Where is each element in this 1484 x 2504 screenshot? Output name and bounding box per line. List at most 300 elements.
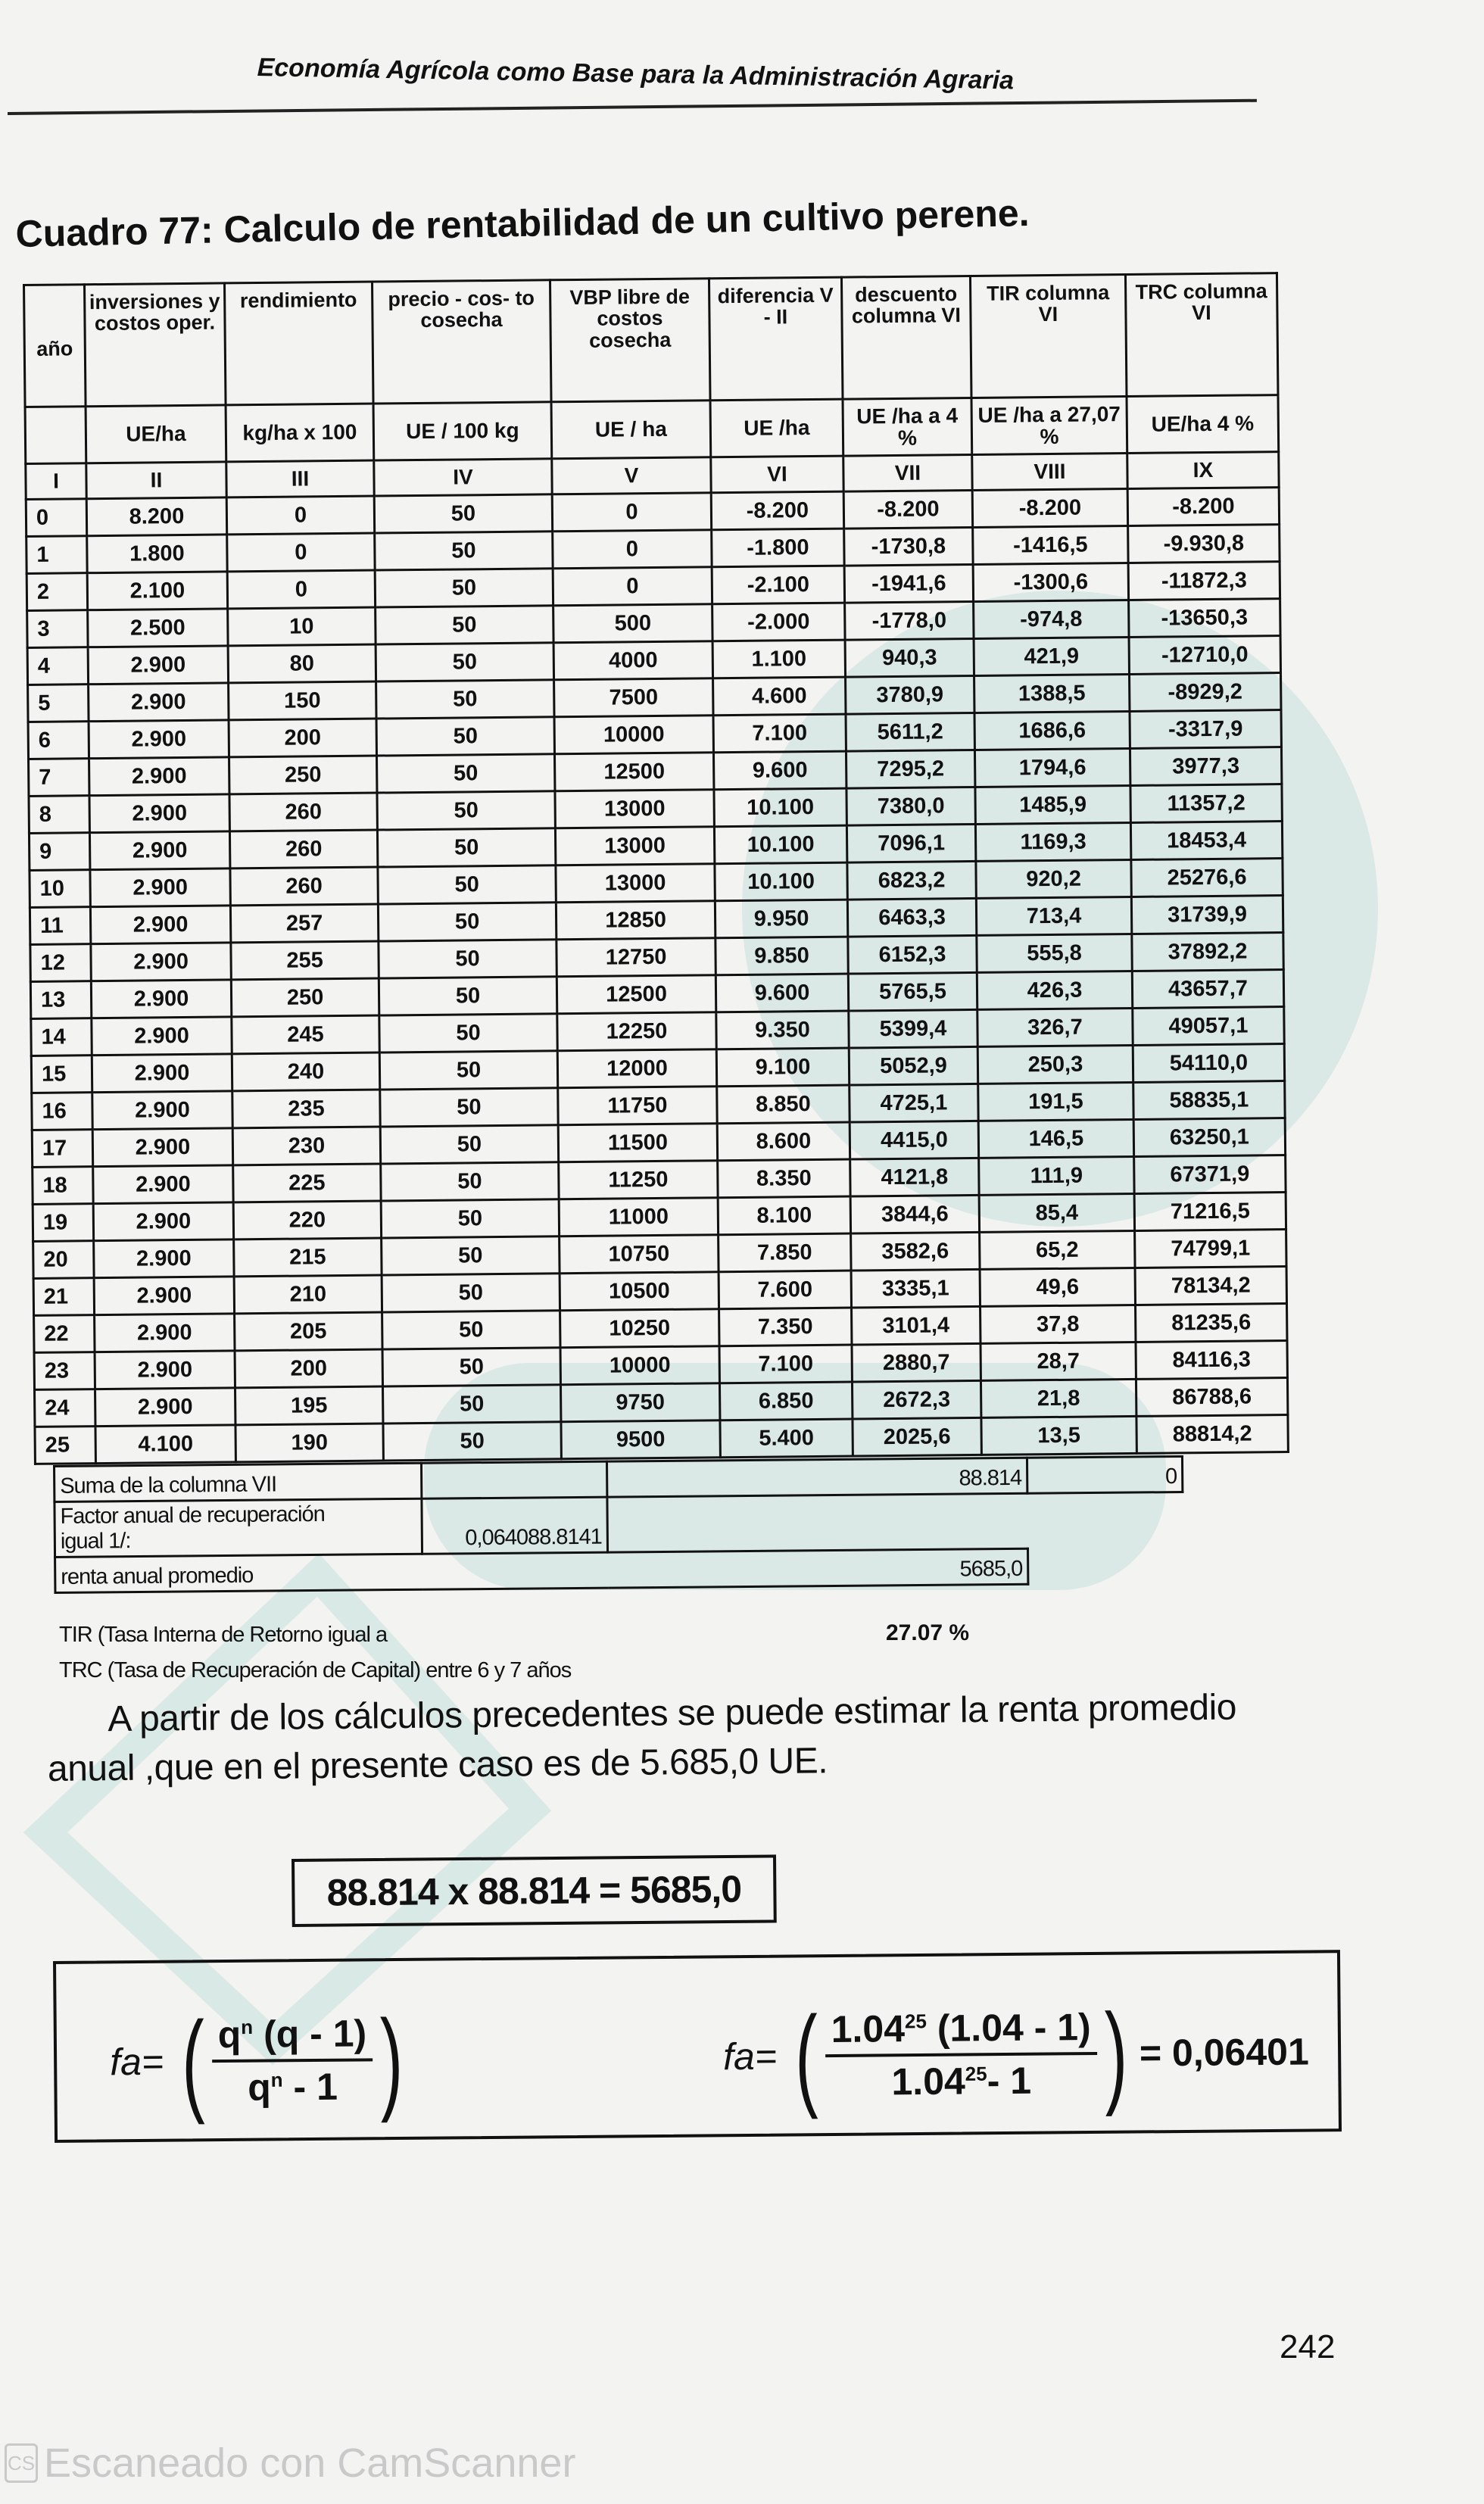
table-cell: 81235,6 [1136, 1304, 1287, 1342]
column-header: IV [374, 459, 552, 496]
column-header: TIR columna VI [970, 275, 1127, 398]
table-cell: 12000 [557, 1049, 716, 1088]
column-header: UE / ha [551, 401, 711, 459]
table-cell: 5.400 [720, 1419, 853, 1458]
table-cell: 2.900 [90, 906, 230, 944]
table-cell: 6152,3 [848, 935, 977, 974]
table-title: Cuadro 77: Calculo de rentabilidad de un cultivo perene. [15, 191, 1030, 255]
table-cell: 8.200 [86, 497, 226, 536]
table-cell: 230 [232, 1127, 380, 1165]
table-cell: 50 [382, 1274, 560, 1312]
table-cell: 9.950 [715, 900, 847, 938]
table-cell: 12250 [557, 1012, 716, 1051]
table-cell: 74799,1 [1135, 1230, 1286, 1268]
table-cell: 13,5 [981, 1416, 1136, 1455]
table-cell: 555,8 [977, 934, 1132, 972]
tir-note: TIR (Tasa Interna de Retorno igual a [59, 1623, 388, 1647]
table-cell: 421,9 [974, 637, 1129, 675]
table-cell: 50 [381, 1199, 559, 1238]
table-cell: 43657,7 [1132, 970, 1283, 1009]
column-header: II [86, 462, 226, 499]
table-cell: 19 [33, 1204, 93, 1242]
table-cell: 7096,1 [846, 824, 975, 862]
table-cell: 80 [228, 644, 376, 683]
profitability-table [23, 272, 1289, 1465]
table-cell: 2.900 [95, 1314, 235, 1352]
table-cell: 14 [31, 1018, 92, 1056]
table-cell: 2880,7 [852, 1343, 980, 1382]
running-header: Economía Agrícola como Base para la Administración Agraria [257, 53, 1015, 95]
table-cell: 50 [377, 791, 555, 830]
table-cell: 23 [34, 1352, 95, 1390]
table-cell: 2.900 [91, 943, 231, 981]
column-header: UE/ha 4 % [1127, 395, 1279, 454]
table-cell: 50 [376, 717, 554, 756]
table-cell: 4121,8 [850, 1158, 979, 1196]
table-cell: 2.900 [92, 1054, 232, 1093]
table-cell: 2.500 [88, 609, 228, 647]
table-cell: 0 [226, 496, 374, 535]
table-cell: -1778,0 [845, 601, 974, 640]
table-cell: -13650,3 [1129, 599, 1280, 638]
table-cell: 3 [27, 610, 88, 648]
table-cell: 9500 [561, 1420, 720, 1459]
table-cell: 49,6 [980, 1268, 1135, 1306]
table-cell: -8929,2 [1130, 673, 1281, 712]
column-header: kg/ha x 100 [226, 404, 374, 462]
table-cell: -8.200 [972, 489, 1127, 528]
table-cell: 5399,4 [849, 1009, 977, 1048]
table-cell: 2.900 [89, 794, 229, 833]
table-cell: -2.100 [712, 566, 844, 604]
header-rule [8, 99, 1257, 115]
table-cell: 10000 [554, 716, 713, 754]
table-cell: 50 [379, 940, 556, 978]
table-cell: 9 [29, 833, 89, 871]
sum-label: Suma de la columna VII [55, 1463, 422, 1501]
table-cell: 13000 [555, 790, 714, 828]
camscanner-logo-icon: CS [5, 2443, 38, 2483]
table-cell: 22 [34, 1315, 95, 1353]
table-cell: 1388,5 [974, 674, 1130, 713]
table-cell: 2 [26, 573, 87, 611]
formula-box [53, 1950, 1342, 2143]
column-header: TRC columna VI [1125, 273, 1278, 397]
formula-label: fa= [722, 2035, 778, 2078]
table-cell: 10000 [560, 1346, 719, 1385]
table-cell: 50 [376, 680, 554, 719]
table-cell: 11000 [559, 1198, 718, 1236]
table-cell: 2.900 [89, 683, 229, 722]
table-cell: 2.900 [95, 1388, 235, 1427]
table-cell: 2.900 [93, 1202, 233, 1241]
table-cell: 250 [229, 756, 377, 794]
column-header: I [26, 463, 86, 500]
table-cell: 16 [32, 1093, 92, 1130]
table-cell: 260 [229, 793, 377, 831]
column-header: diferencia V - II [709, 277, 843, 401]
general-numerator: $q^n$ (q - 1) [211, 2011, 373, 2063]
table-cell: 0 [227, 533, 375, 572]
table-cell: -12710,0 [1129, 636, 1280, 675]
column-header: UE /ha a 4 % [843, 398, 972, 456]
table-cell: 2.900 [92, 1128, 232, 1167]
table-cell: 2.900 [94, 1277, 234, 1315]
table-cell: 86788,6 [1136, 1378, 1287, 1417]
table-cell: 50 [375, 569, 553, 607]
table-cell: 7295,2 [846, 750, 974, 788]
table-cell: 1485,9 [975, 785, 1130, 824]
table-cell: 2.900 [89, 831, 229, 870]
table-cell: 50 [383, 1422, 561, 1461]
sum-extra: 0 [1027, 1456, 1182, 1493]
table-cell: 2.900 [93, 1165, 233, 1204]
table-cell: 146,5 [978, 1119, 1133, 1158]
table-cell: 24 [35, 1389, 95, 1427]
table-cell: 2.900 [89, 757, 229, 796]
table-cell: 71216,5 [1134, 1193, 1286, 1231]
table-cell: 8.100 [718, 1196, 850, 1235]
applied-denominator: 1.04$^{25}$- 1 [891, 2059, 1032, 2103]
table-cell: 111,9 [979, 1156, 1134, 1195]
table-cell: 37,8 [980, 1305, 1136, 1343]
body-paragraph [47, 1682, 1350, 1795]
column-header: VII [843, 454, 972, 491]
table-cell: 9.850 [716, 937, 848, 975]
table-cell: 10 [228, 607, 376, 646]
table-cell: 50 [382, 1236, 560, 1275]
column-header: III [226, 460, 374, 497]
table-cell: 8 [29, 796, 89, 834]
table-cell: 1 [26, 536, 87, 574]
table-cell: 15 [31, 1056, 92, 1093]
header-row-titles [24, 273, 1278, 407]
table-cell: 10.100 [714, 788, 846, 827]
table-cell: 13000 [555, 827, 714, 865]
table-cell: 17 [32, 1130, 92, 1168]
table-cell: 6463,3 [847, 898, 976, 937]
table-cell: 54110,0 [1133, 1044, 1284, 1083]
table-cell: 6823,2 [847, 861, 976, 900]
general-denominator: $q^n - 1$ [247, 2065, 338, 2109]
table-cell: 713,4 [976, 897, 1131, 935]
table-cell: 0 [552, 493, 711, 532]
table-cell: 9.350 [716, 1011, 849, 1049]
table-cell: 7 [29, 759, 89, 797]
table-cell: 11500 [558, 1124, 717, 1162]
table-cell: 2.100 [87, 572, 227, 610]
factor-label-line2: igual 1/: [60, 1529, 131, 1554]
table-cell: 260 [230, 867, 378, 906]
table-cell: -8.200 [1127, 488, 1279, 526]
table-cell: 3977,3 [1130, 747, 1281, 786]
table-cell: 2672,3 [852, 1380, 980, 1419]
renta-label: renta anual promedio [55, 1552, 608, 1592]
table-cell: 50 [378, 865, 556, 904]
table-cell: -8.200 [843, 490, 972, 529]
table-cell: 7.100 [713, 714, 846, 753]
table-cell: 210 [234, 1275, 382, 1314]
table-cell: 67371,9 [1134, 1155, 1286, 1194]
table-cell: 426,3 [977, 971, 1132, 1009]
column-header: VI [711, 456, 843, 493]
table-cell: 5611,2 [846, 713, 974, 751]
formula-label: fa= [109, 2040, 164, 2084]
table-cell: 7.600 [719, 1271, 851, 1309]
table-cell: 50 [380, 1088, 558, 1127]
table-cell: 12750 [556, 938, 716, 977]
table-cell: 0 [26, 499, 86, 537]
table-cell: 225 [233, 1164, 381, 1202]
table-cell: 13000 [556, 864, 715, 903]
table-cell: 7.850 [719, 1233, 851, 1272]
table-cell: 84116,3 [1136, 1341, 1287, 1380]
table-cell: 4.600 [713, 677, 846, 716]
table-cell: 1794,6 [974, 748, 1130, 787]
table-cell: 65,2 [980, 1230, 1135, 1269]
table-cell: 260 [229, 830, 377, 868]
table-cell: 2025,6 [853, 1417, 981, 1456]
table-cell: 2.900 [89, 720, 229, 759]
column-header: UE /ha a 27,07 % [971, 397, 1127, 455]
table-cell: 50 [377, 828, 555, 867]
table-cell: 9.600 [713, 751, 846, 790]
table-cell: 50 [376, 643, 553, 681]
table-cell: -1941,6 [844, 564, 973, 603]
table-cell: 2.900 [91, 980, 231, 1018]
sum-value: 88.814 [606, 1458, 1027, 1497]
table-cell: 200 [235, 1349, 382, 1388]
table-cell: 7.100 [719, 1345, 852, 1383]
table-cell: 2.900 [95, 1351, 235, 1389]
table-cell: 25 [35, 1427, 95, 1464]
factor-row [55, 1492, 1183, 1557]
tir-value: 27.07 % [886, 1620, 970, 1645]
table-cell: 2.900 [92, 1017, 232, 1056]
table-cell: 11250 [559, 1161, 718, 1199]
table-cell: 9.600 [716, 974, 848, 1012]
table-cell: 3844,6 [850, 1195, 979, 1233]
table-cell: 8.600 [717, 1122, 850, 1161]
table-cell: 215 [234, 1238, 382, 1277]
table-cell: 195 [235, 1386, 383, 1425]
table-cell: 205 [235, 1312, 382, 1351]
page-number: 242 [1280, 2328, 1336, 2365]
table-cell: 12500 [556, 975, 716, 1014]
table-cell: 240 [232, 1052, 379, 1091]
table-cell: 245 [232, 1015, 379, 1054]
column-header: V [552, 457, 711, 494]
table-cell: 37892,2 [1132, 933, 1283, 971]
table-cell: -1300,6 [973, 563, 1128, 602]
table-cell: 20 [33, 1241, 94, 1279]
table-cell: 11357,2 [1130, 784, 1282, 823]
table-cell: 3582,6 [851, 1232, 980, 1271]
table-cell: 257 [230, 904, 378, 943]
table-cell: 1.800 [87, 535, 227, 573]
table-cell: 50 [378, 903, 556, 941]
table-cell: 7500 [554, 678, 713, 717]
table-cell: 4.100 [95, 1425, 235, 1464]
table-cell: 7.350 [719, 1308, 852, 1346]
table-cell: 200 [229, 719, 376, 757]
calculation-box: 88.814 x 88.814 = 5685,0 [292, 1854, 777, 1927]
table-cell: 255 [231, 941, 379, 980]
column-header: IX [1127, 452, 1279, 489]
column-header: VIII [972, 454, 1127, 491]
table-cell: 9.100 [716, 1048, 849, 1087]
table-cell: -974,8 [974, 600, 1129, 638]
table-cell: 10.100 [714, 825, 846, 864]
table-cell: 50 [380, 1125, 558, 1164]
scanner-watermark [5, 2440, 575, 2487]
applied-fraction [825, 2005, 1097, 2104]
table-cell: 18453,4 [1130, 822, 1282, 860]
table-cell: 500 [553, 604, 712, 643]
table-cell: 4 [27, 647, 88, 685]
table-cell: 2.900 [88, 646, 228, 684]
applied-formula: fa= ( $\frac{1.04^{25} (1.04 - 1)}{1.04^{25}- 1}$ ) = 0,06401 [722, 1989, 1309, 2120]
trc-note: TRC (Tasa de Recuperación de Capital) entre 6 y 7 años [59, 1658, 572, 1682]
table-cell: -1.800 [712, 529, 844, 567]
table-cell: 50 [374, 494, 552, 533]
renta-value: 5685,0 [608, 1548, 1028, 1588]
column-header: UE / 100 kg [373, 402, 552, 460]
table-cell: 11750 [558, 1087, 717, 1125]
table-cell: 10250 [560, 1309, 719, 1348]
table-cell: 49057,1 [1133, 1007, 1284, 1046]
column-header [25, 407, 86, 464]
column-header: rendimiento [225, 282, 374, 405]
table-cell: 12 [30, 944, 91, 982]
paragraph-line2: anual ,que en el presente caso es de 5.685,0 UE. [47, 1741, 828, 1789]
table-cell: 940,3 [845, 638, 974, 677]
table-cell: 5052,9 [849, 1046, 977, 1085]
formula-result: = 0,06401 [1139, 2030, 1309, 2075]
table-cell: 11 [30, 907, 90, 945]
paragraph-line1: A partir de los cálculos precedentes se puede estimar la renta promedio [108, 1687, 1237, 1740]
table-cell: -9.930,8 [1128, 525, 1280, 563]
column-header: VBP libre de costos cosecha [550, 279, 710, 402]
table-cell: 4000 [553, 641, 712, 680]
table-cell: 1169,3 [975, 822, 1130, 861]
table-cell: 21 [33, 1278, 94, 1316]
table-cell: 31739,9 [1131, 896, 1283, 934]
table-cell: 50 [377, 754, 555, 793]
table-cell: 3780,9 [846, 675, 974, 714]
table-cell: 63250,1 [1133, 1118, 1285, 1157]
factor-label-line1: Factor anual de recuperación [60, 1501, 325, 1529]
table-cell: 6 [28, 722, 89, 759]
table-cell: 2.900 [94, 1240, 234, 1278]
table-cell: -2.000 [712, 603, 845, 641]
table-cell: 2.900 [92, 1091, 232, 1130]
table-cell: 1.100 [712, 640, 845, 678]
table-cell: 10 [30, 870, 90, 908]
table-cell: 8.350 [718, 1159, 850, 1198]
table-cell: 13 [30, 981, 91, 1019]
table-cell: 326,7 [977, 1008, 1133, 1046]
table-cell: 4725,1 [850, 1084, 978, 1122]
table-cell: 10750 [560, 1235, 719, 1274]
table-cell: 50 [381, 1162, 559, 1201]
table-cell: 58835,1 [1133, 1081, 1285, 1120]
column-header: año [24, 285, 86, 407]
table-cell: 18 [33, 1167, 93, 1205]
table-cell: 50 [379, 1051, 557, 1090]
table-cell: 0 [553, 567, 712, 606]
table-cell: 12500 [554, 753, 713, 791]
applied-numerator: 1.04$^{25}$ (1.04 - 1) [825, 2005, 1097, 2057]
table-cell: 920,2 [976, 859, 1131, 898]
table-cell: 5 [28, 684, 89, 722]
summary-table [53, 1455, 1184, 1594]
table-cell: 4415,0 [850, 1121, 978, 1159]
table-cell: 21,8 [980, 1379, 1136, 1417]
table-cell: 10.100 [715, 862, 847, 901]
general-formula: fa= ( $\frac{q^n (q - 1)}{q^n - 1}$ ) [109, 1995, 404, 2125]
table-cell: 78134,2 [1135, 1267, 1286, 1305]
table-cell: 88814,2 [1136, 1415, 1288, 1454]
table-cell: 250,3 [977, 1045, 1133, 1084]
table-cell: 50 [375, 532, 553, 570]
column-header: descuento columna VI [841, 276, 971, 399]
column-header: precio - cos- to cosecha [372, 280, 551, 404]
table-cell: 50 [382, 1311, 560, 1349]
table-cell: 3335,1 [851, 1269, 980, 1308]
table-cell: -3317,9 [1130, 710, 1281, 749]
column-header: inversiones y costos oper. [85, 283, 226, 407]
table-cell: -1730,8 [844, 527, 973, 566]
table-cell: 50 [382, 1348, 560, 1386]
table-cell: 10500 [560, 1272, 719, 1311]
column-header: UE/ha [86, 405, 226, 463]
table-cell: 9750 [560, 1383, 719, 1422]
scanner-text: Escaneado con CamScanner [44, 2440, 576, 2486]
table-cell: 3101,4 [852, 1306, 980, 1345]
table-cell: 150 [229, 681, 376, 720]
table-cell: 0 [553, 530, 712, 569]
table-cell: 50 [379, 1014, 557, 1052]
table-cell: 50 [382, 1385, 560, 1424]
table-cell: 250 [231, 978, 379, 1017]
table-cell: 5765,5 [848, 972, 977, 1011]
factor-label [55, 1498, 422, 1557]
table-cell: 0 [227, 570, 375, 609]
factor-value: 0,064088.8141 [422, 1497, 608, 1554]
column-header: UE /ha [710, 399, 843, 457]
table-cell: -11872,3 [1128, 562, 1280, 600]
table-cell: 220 [233, 1201, 381, 1240]
table-cell: 28,7 [980, 1342, 1136, 1380]
table-cell: 191,5 [978, 1082, 1133, 1121]
table-cell: 2.900 [90, 868, 230, 907]
table-cell: 6.850 [719, 1382, 852, 1420]
table-cell: 50 [376, 606, 553, 644]
table-cell: 7380,0 [846, 787, 975, 825]
table-cell: 25276,6 [1131, 859, 1283, 897]
table-cell: 1686,6 [974, 711, 1130, 750]
table-cell: 8.850 [717, 1085, 850, 1124]
table-cell: 85,4 [979, 1193, 1134, 1232]
table-cell: 12850 [556, 901, 715, 940]
table-cell: -1416,5 [973, 526, 1128, 565]
table-cell: 235 [232, 1090, 380, 1128]
table-cell: 190 [235, 1424, 383, 1462]
general-fraction [211, 2011, 373, 2110]
table-cell: -8.200 [711, 491, 843, 530]
table-cell: 50 [379, 977, 556, 1015]
